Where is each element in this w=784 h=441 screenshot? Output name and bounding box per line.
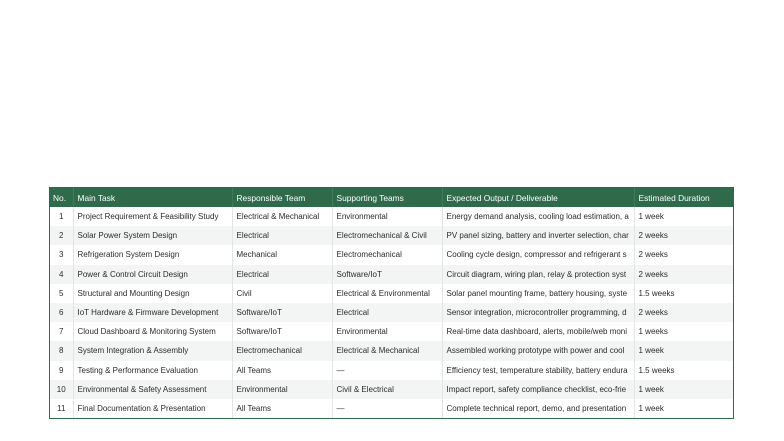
header-responsible-team: Responsible Team xyxy=(232,188,332,207)
cell-no: 4 xyxy=(50,265,73,284)
cell-output: Circuit diagram, wiring plan, relay & protection syst xyxy=(442,265,634,284)
cell-output: Energy demand analysis, cooling load estimation, a xyxy=(442,207,634,226)
cell-output: Real-time data dashboard, alerts, mobile/web moni xyxy=(442,322,634,341)
cell-duration: 1 week xyxy=(638,346,664,356)
table-row xyxy=(50,322,733,341)
cell-no: 7 xyxy=(50,322,73,341)
cell-duration: 1 weeks xyxy=(638,327,668,337)
cell-output: Solar panel mounting frame, battery housing, syste xyxy=(442,284,634,303)
cell-supporting: Electrical & Mechanical xyxy=(332,341,442,360)
table-row xyxy=(50,226,733,245)
header-main-task: Main Task xyxy=(73,188,232,207)
cell-output: PV panel sizing, battery and inverter selection, char xyxy=(442,226,634,245)
cell-responsible: All Teams xyxy=(232,361,332,380)
cell-responsible: Electrical xyxy=(232,265,332,284)
cell-task: Testing & Performance Evaluation xyxy=(73,361,232,380)
task-table xyxy=(49,187,734,419)
cell-supporting: Electromechanical & Civil xyxy=(332,226,442,245)
cell-responsible: Environmental xyxy=(232,380,332,399)
cell-responsible: Mechanical xyxy=(232,245,332,264)
cell-duration: 1 week xyxy=(638,403,664,413)
cell-supporting: Environmental xyxy=(332,207,442,226)
cell-no: 3 xyxy=(50,245,73,264)
table-row xyxy=(50,207,733,226)
cell-task: Solar Power System Design xyxy=(73,226,232,245)
table-row xyxy=(50,399,733,418)
table-row xyxy=(50,361,733,380)
cell-supporting: Electrical xyxy=(332,303,442,322)
cell-responsible: Software/IoT xyxy=(232,303,332,322)
cell-supporting: Civil & Electrical xyxy=(332,380,442,399)
header-supporting-teams: Supporting Teams xyxy=(332,188,442,207)
cell-supporting: — xyxy=(332,399,442,418)
cell-task: IoT Hardware & Firmware Development xyxy=(73,303,232,322)
cell-responsible: Civil xyxy=(232,284,332,303)
cell-duration: 1.5 weeks xyxy=(638,288,675,298)
table-row xyxy=(50,245,733,264)
cell-output: Sensor integration, microcontroller programming, d xyxy=(442,303,634,322)
cell-responsible: Electrical & Mechanical xyxy=(232,207,332,226)
cell-output: Impact report, safety compliance checklist, eco-frie xyxy=(442,380,634,399)
cell-output: Assembled working prototype with power and cool xyxy=(442,341,634,360)
cell-task: Refrigeration System Design xyxy=(73,245,232,264)
cell-task: Structural and Mounting Design xyxy=(73,284,232,303)
cell-no: 6 xyxy=(50,303,73,322)
cell-responsible: Electromechanical xyxy=(232,341,332,360)
cell-responsible: Software/IoT xyxy=(232,322,332,341)
cell-supporting: Environmental xyxy=(332,322,442,341)
cell-responsible: All Teams xyxy=(232,399,332,418)
cell-no: 5 xyxy=(50,284,73,303)
cell-duration: 2 weeks xyxy=(638,250,668,260)
cell-task: System Integration & Assembly xyxy=(73,341,232,360)
cell-output: Cooling cycle design, compressor and refrigerant s xyxy=(442,245,634,264)
cell-no: 2 xyxy=(50,226,73,245)
cell-supporting: Software/IoT xyxy=(332,265,442,284)
cell-task: Cloud Dashboard & Monitoring System xyxy=(73,322,232,341)
header-no: No. xyxy=(50,188,73,207)
cell-duration: 2 weeks xyxy=(638,231,668,241)
cell-no: 9 xyxy=(50,361,73,380)
cell-supporting: Electromechanical xyxy=(332,245,442,264)
cell-task: Final Documentation & Presentation xyxy=(73,399,232,418)
header-estimated-duration: Estimated Duration xyxy=(638,192,710,203)
table-row xyxy=(50,341,733,360)
header-expected-output: Expected Output / Deliverable xyxy=(442,188,634,207)
table-row xyxy=(50,265,733,284)
cell-duration: 2 weeks xyxy=(638,269,668,279)
cell-duration: 1 week xyxy=(638,384,664,394)
cell-no: 10 xyxy=(50,380,73,399)
cell-task: Environmental & Safety Assessment xyxy=(73,380,232,399)
cell-responsible: Electrical xyxy=(232,226,332,245)
cell-duration: 1.5 weeks xyxy=(638,365,675,375)
cell-task: Project Requirement & Feasibility Study xyxy=(73,207,232,226)
cell-duration: 2 weeks xyxy=(638,308,668,318)
cell-output: Efficiency test, temperature stability, battery endura xyxy=(442,361,634,380)
cell-duration: 1 week xyxy=(638,212,664,222)
cell-no: 1 xyxy=(50,207,73,226)
table-row xyxy=(50,380,733,399)
table-header-row xyxy=(50,188,733,207)
cell-supporting: — xyxy=(332,361,442,380)
table-row xyxy=(50,303,733,322)
cell-supporting: Electrical & Environmental xyxy=(332,284,442,303)
cell-no: 8 xyxy=(50,341,73,360)
cell-task: Power & Control Circuit Design xyxy=(73,265,232,284)
cell-output: Complete technical report, demo, and presentation xyxy=(442,399,634,418)
cell-no: 11 xyxy=(50,399,73,418)
table-row xyxy=(50,284,733,303)
